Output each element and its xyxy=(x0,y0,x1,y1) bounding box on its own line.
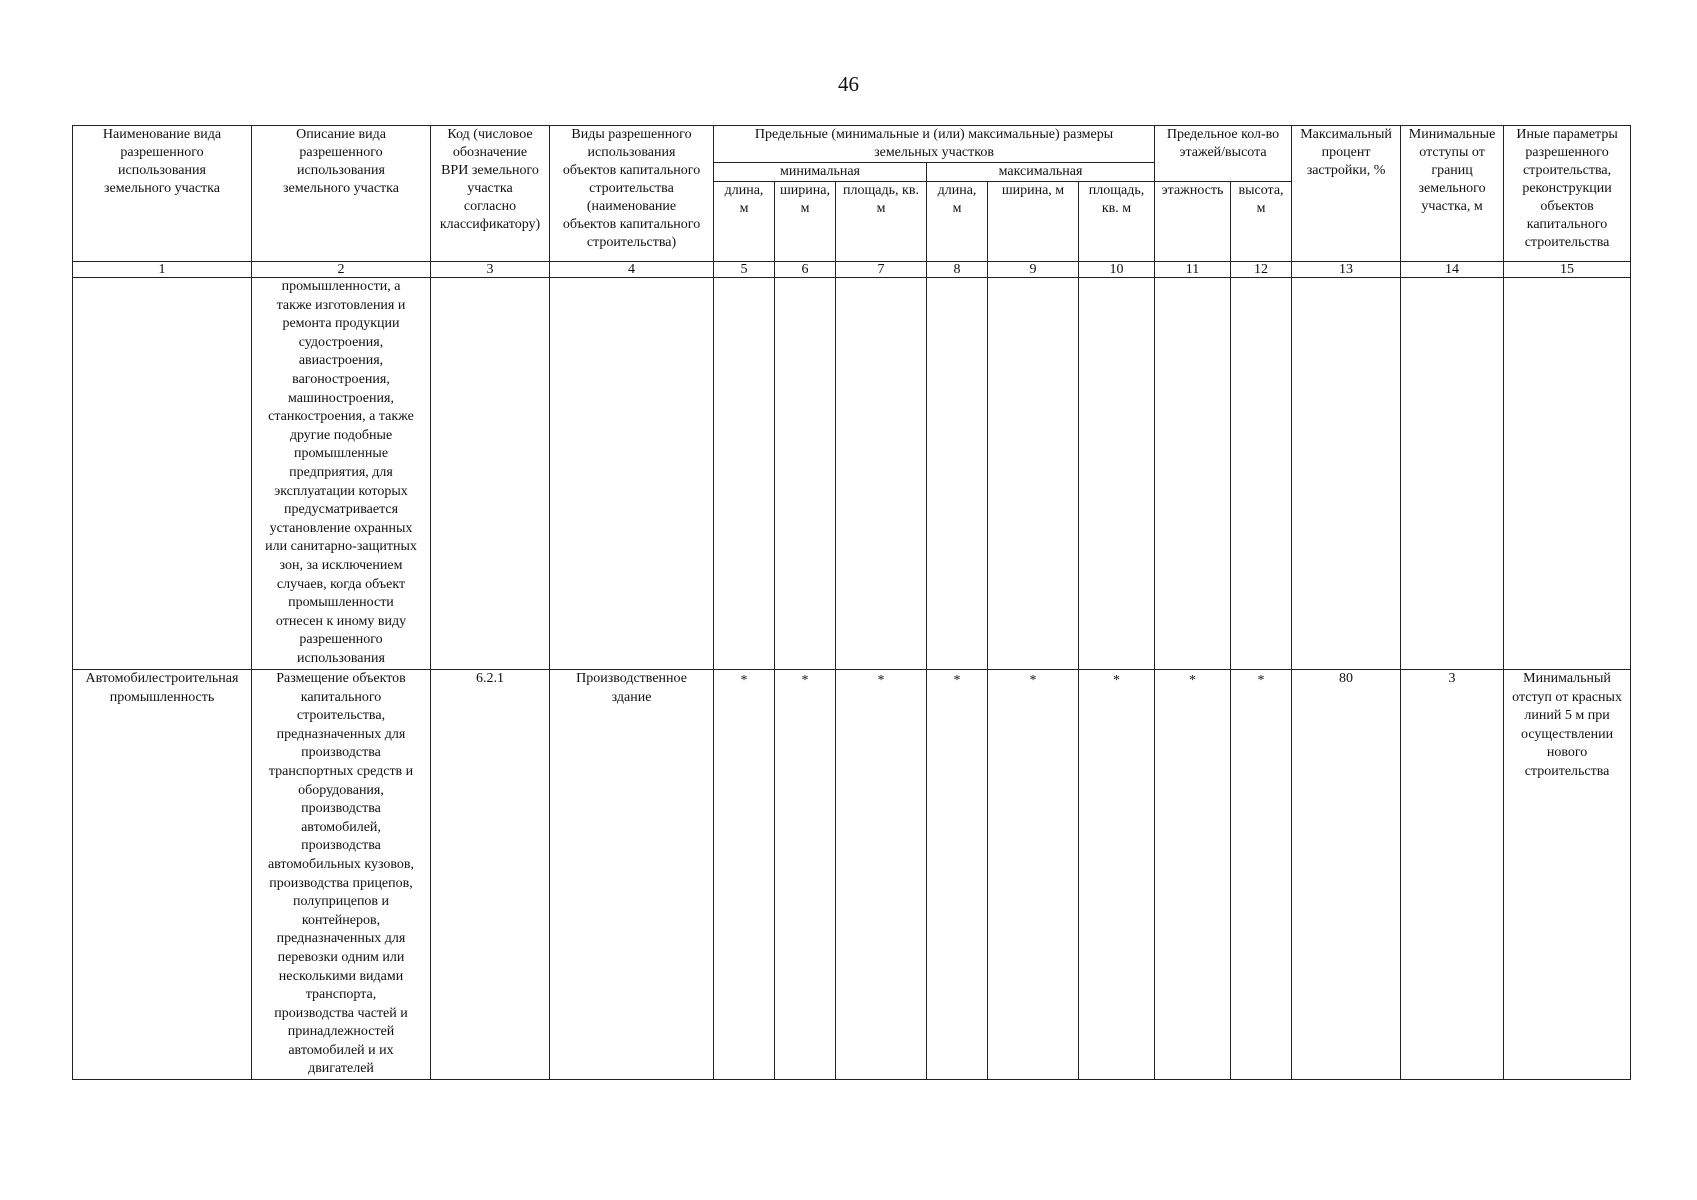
header-minimal-group: минимальная xyxy=(714,163,927,182)
column-number: 11 xyxy=(1155,262,1231,278)
cell-max-width: * xyxy=(988,670,1079,1080)
cell-height xyxy=(1231,278,1292,670)
header-land-use-name: Наименование вида разрешенного использования земельного участка xyxy=(73,126,252,262)
column-number: 13 xyxy=(1292,262,1401,278)
cell-min-area xyxy=(836,278,927,670)
column-number: 12 xyxy=(1231,262,1292,278)
header-maximal-group: максимальная xyxy=(927,163,1155,182)
header-floors: этажность xyxy=(1155,182,1231,262)
header-floors-group: Предельное кол-во этажей/высота xyxy=(1155,126,1292,182)
cell-name xyxy=(73,278,252,670)
cell-max-width xyxy=(988,278,1079,670)
cell-max-percent xyxy=(1292,278,1401,670)
column-number: 2 xyxy=(252,262,431,278)
column-number: 9 xyxy=(988,262,1079,278)
column-number: 7 xyxy=(836,262,927,278)
cell-min-length: * xyxy=(714,670,775,1080)
column-number: 3 xyxy=(431,262,550,278)
cell-height: * xyxy=(1231,670,1292,1080)
header-min-offsets: Минимальные отступы от границ земельного участка, м xyxy=(1401,126,1504,262)
header-land-use-description: Описание вида разрешенного использования земельного участка xyxy=(252,126,431,262)
header-other-parameters: Иные параметры разрешенного строительства, реконструкции объектов капитального строительства xyxy=(1504,126,1631,262)
cell-min-offset xyxy=(1401,278,1504,670)
cell-max-area: * xyxy=(1079,670,1155,1080)
cell-min-width xyxy=(775,278,836,670)
header-max-width: ширина, м xyxy=(988,182,1079,262)
header-code: Код (числовое обозначение ВРИ земельного участка согласно классификатору) xyxy=(431,126,550,262)
cell-max-area xyxy=(1079,278,1155,670)
header-plot-size-group: Предельные (минимальные и (или) максимальные) размеры земельных участков xyxy=(714,126,1155,163)
cell-other: Минимальный отступ от красных линий 5 м при осуществлении нового строительства xyxy=(1504,670,1631,1080)
column-number: 4 xyxy=(550,262,714,278)
cell-objects: Производственное здание xyxy=(550,670,714,1080)
cell-floors: * xyxy=(1155,670,1231,1080)
header-max-building-percent: Максимальный процент застройки, % xyxy=(1292,126,1401,262)
header-min-length: длина, м xyxy=(714,182,775,262)
header-row-1 xyxy=(73,126,1631,163)
cell-min-area: * xyxy=(836,670,927,1080)
header-height: высота, м xyxy=(1231,182,1292,262)
column-number: 15 xyxy=(1504,262,1631,278)
cell-code: 6.2.1 xyxy=(431,670,550,1080)
cell-max-percent: 80 xyxy=(1292,670,1401,1080)
cell-description: промышленности, а также изготовления и ремонта продукции судостроения, авиастроения, вагоностроения, машиностроения, станкостроения, а также другие подобные промышленные предприятия, для эксплуатации которых предусматривается установление охранных или санитарно-защитных зон, за исключением случаев, когда объект промышленности отнесен к иному виду разрешенного использования xyxy=(252,278,431,670)
cell-code xyxy=(431,278,550,670)
cell-name: Автомобилестроительная промышленность xyxy=(73,670,252,1080)
column-number: 8 xyxy=(927,262,988,278)
column-number-row xyxy=(73,262,1631,278)
cell-max-length: * xyxy=(927,670,988,1080)
header-min-area: площадь, кв. м xyxy=(836,182,927,262)
cell-floors xyxy=(1155,278,1231,670)
column-number: 5 xyxy=(714,262,775,278)
column-number: 1 xyxy=(73,262,252,278)
header-max-length: длина, м xyxy=(927,182,988,262)
cell-description: Размещение объектов капитального строительства, предназначенных для производства транспортных средств и оборудования, производства автомобилей, производства автомобильных кузовов, производства прицепов, полуприцепов и контейнеров, предназначенных для перевозки одним или несколькими видами транспорта, производства частей и принадлежностей автомобилей и их двигателей xyxy=(252,670,431,1080)
land-use-table xyxy=(72,125,1631,1080)
table-row xyxy=(73,670,1631,1080)
header-min-width: ширина, м xyxy=(775,182,836,262)
table-row xyxy=(73,278,1631,670)
cell-objects xyxy=(550,278,714,670)
column-number: 10 xyxy=(1079,262,1155,278)
page-number: 46 xyxy=(838,72,859,96)
cell-max-length xyxy=(927,278,988,670)
header-capital-objects: Виды разрешенного использования объектов капитального строительства (наименование объектов капитального строительства) xyxy=(550,126,714,262)
cell-min-width: * xyxy=(775,670,836,1080)
cell-min-offset: 3 xyxy=(1401,670,1504,1080)
header-max-area: площадь, кв. м xyxy=(1079,182,1155,262)
cell-other xyxy=(1504,278,1631,670)
cell-min-length xyxy=(714,278,775,670)
column-number: 14 xyxy=(1401,262,1504,278)
column-number: 6 xyxy=(775,262,836,278)
